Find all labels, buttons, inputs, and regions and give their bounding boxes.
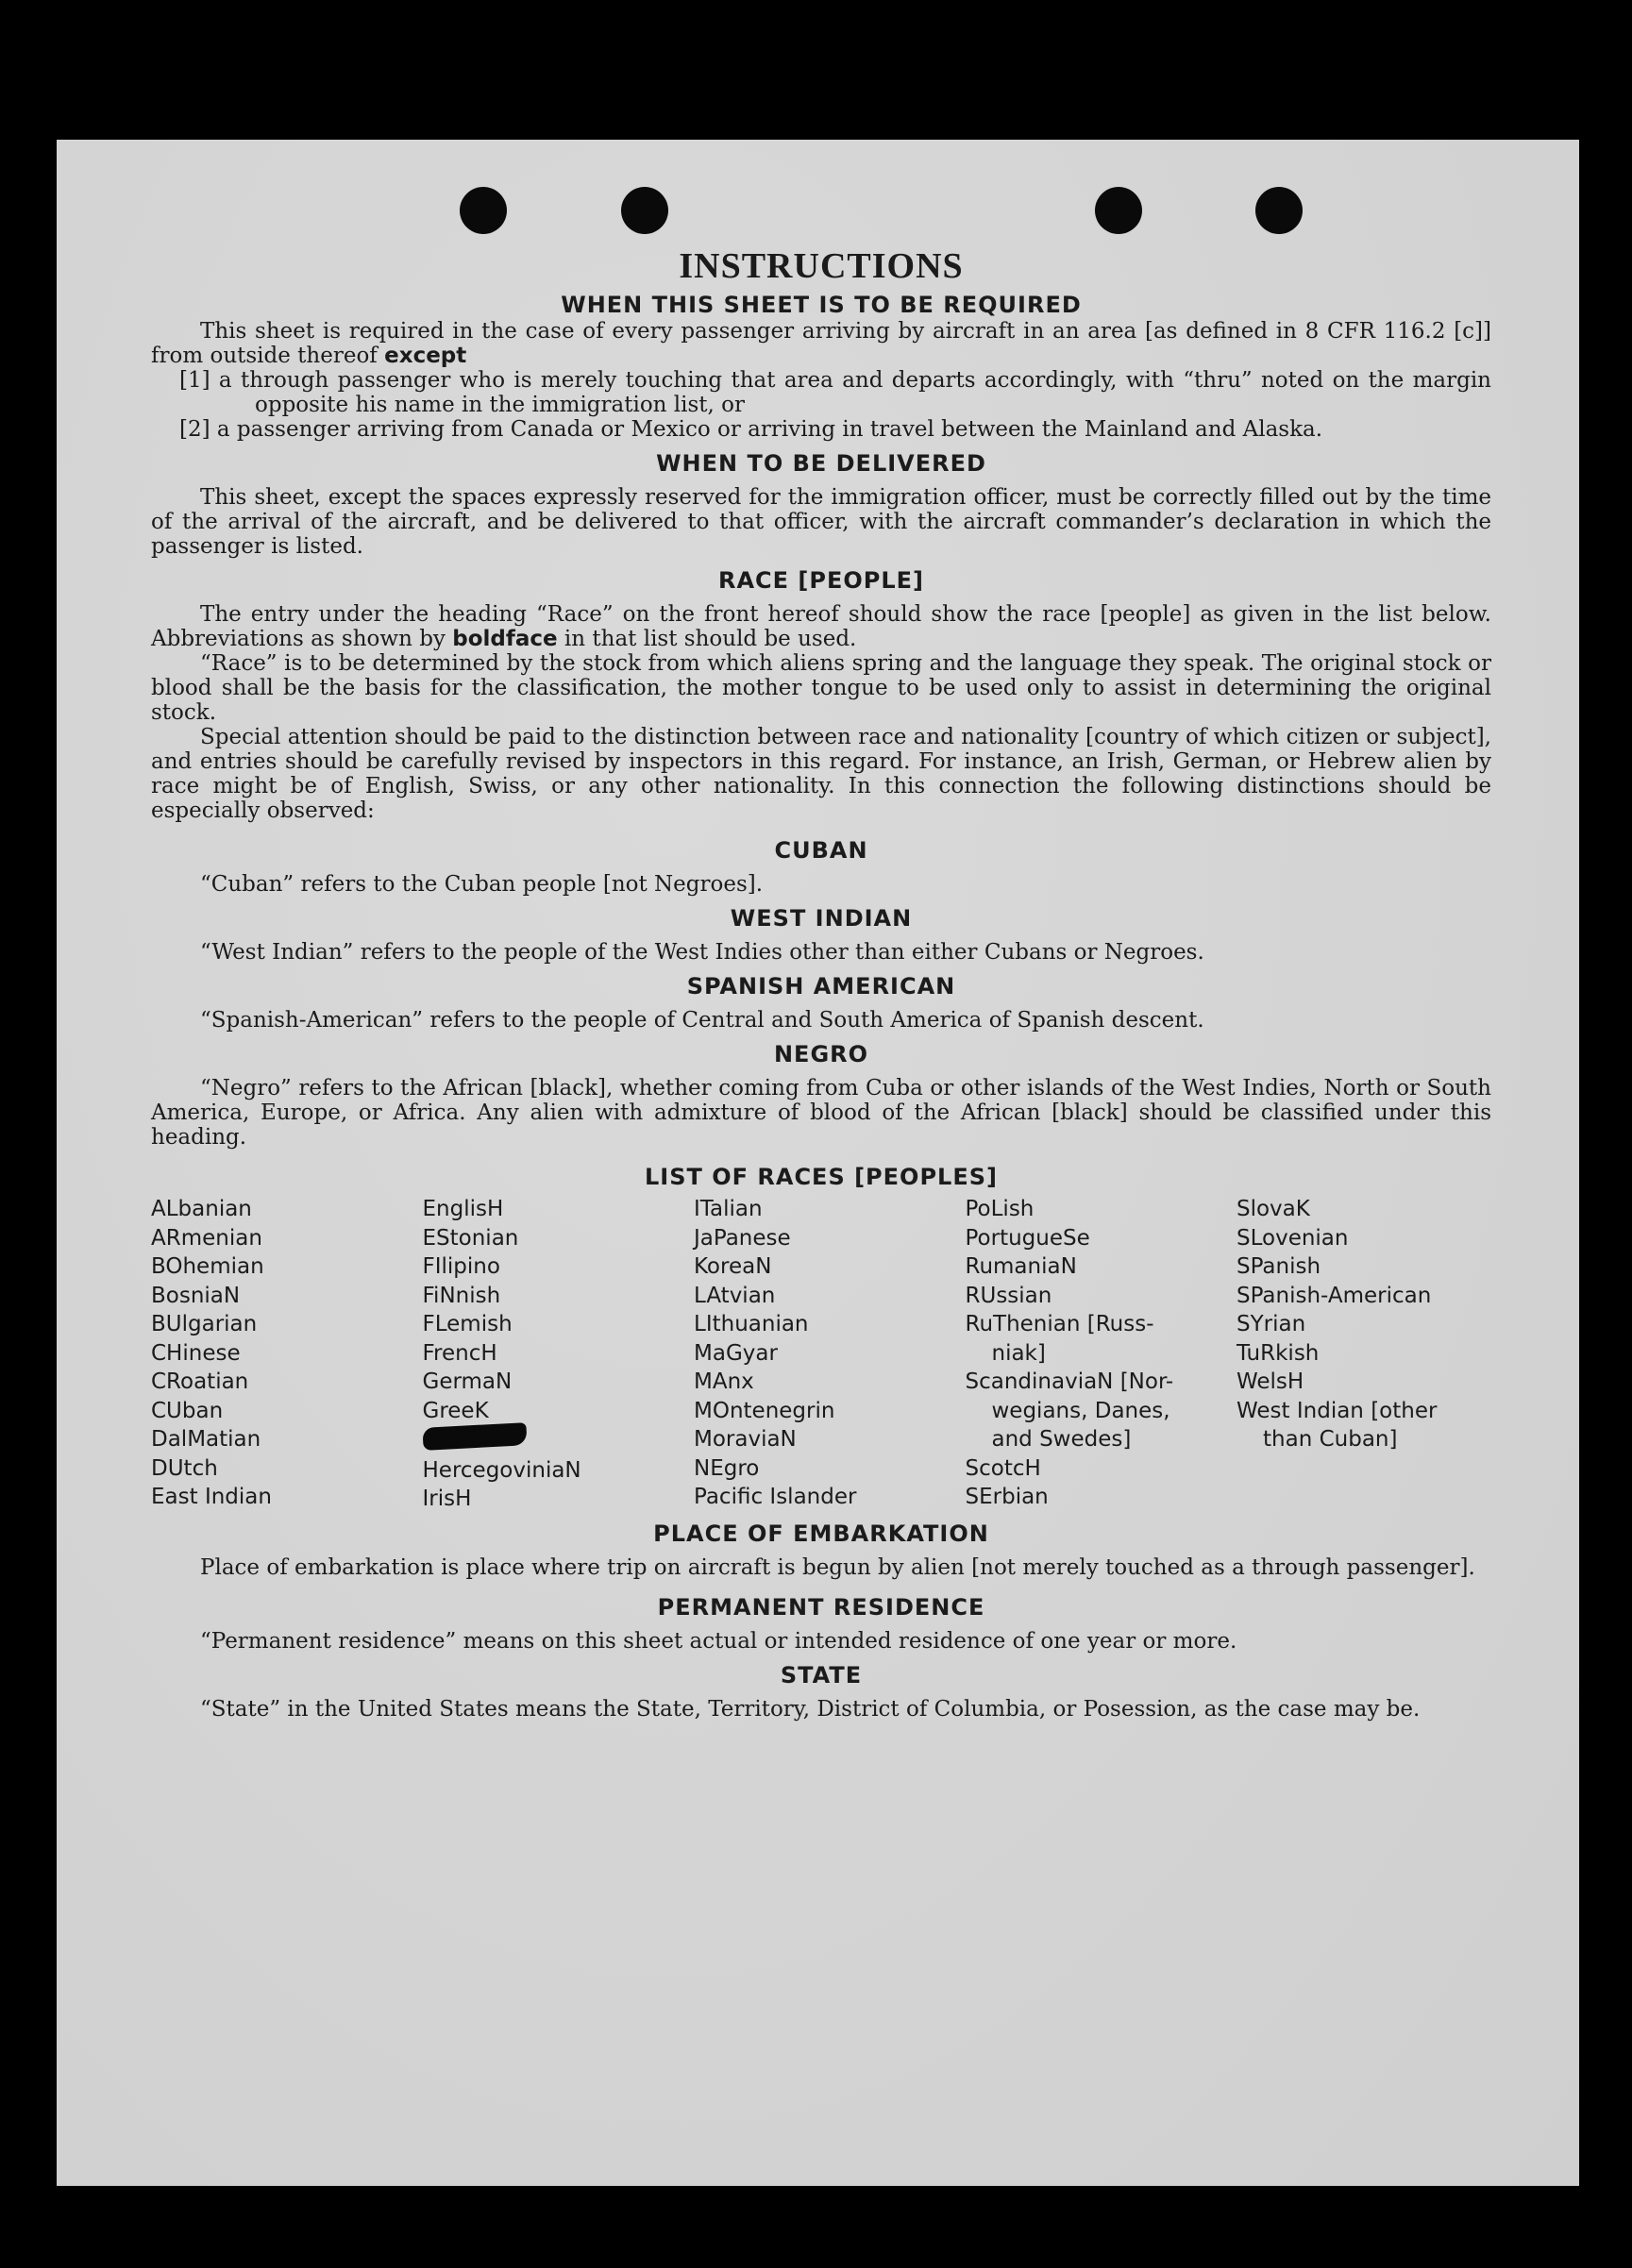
heading-permanent-residence: PERMANENT RESIDENCE — [657, 1593, 985, 1621]
when-required-intro — [151, 319, 1491, 368]
races-table — [151, 1195, 1491, 1514]
redacted-entry — [423, 1425, 678, 1456]
race-entry: ALbanian — [151, 1197, 252, 1221]
residence-text: “Permanent residence” means on this sheet actual or intended residence of one year or more. — [200, 1628, 1237, 1654]
race-entry: Pacific Islander — [694, 1485, 857, 1509]
embarkation-text: Place of embarkation is place where trip on aircraft is begun by alien [not merely touched as a through passenger]. — [200, 1554, 1475, 1580]
race-entry: LAtvian — [694, 1283, 776, 1308]
race-entry: SLovenian — [1237, 1225, 1349, 1251]
race-paragraph-2: “Race” is to be determined by the stock from which aliens spring and the language they speak. The original stock or blood shall be the basis for the classification, the mother tongue to be used only to assist in determining the original stock. — [151, 651, 1491, 725]
when-delivered-text: This sheet, except the spaces expressly reserved for the immigration officer, must be correctly filled out by the time of the arrival of the aircraft, and be delivered to that officer, with the aircraft commander’s declaration in which the passenger is listed. — [151, 485, 1491, 559]
race-entry: ITalian — [694, 1197, 763, 1221]
race-entry: PoLish — [965, 1197, 1035, 1221]
punch-hole — [1255, 187, 1303, 234]
race-entry: BUlgarian — [151, 1312, 258, 1336]
race-entry: DalMatian — [151, 1427, 261, 1452]
race-entry: WelsH — [1237, 1369, 1304, 1394]
boldface-word: boldface — [452, 627, 558, 651]
heading-state: STATE — [780, 1661, 863, 1688]
race-entry: PortugueSe — [965, 1225, 1090, 1251]
when-required-intro-text: This sheet is required in the case of every passenger arriving by aircraft in an area [as defined in 8 CFR 116.2 [c]] from outside thereof — [151, 319, 1491, 368]
race-entry: East Indian — [151, 1485, 272, 1509]
punch-hole — [460, 187, 507, 234]
heading-embarkation: PLACE OF EMBARKATION — [653, 1520, 989, 1547]
negro-text: “Negro” refers to the African [black], whether coming from Cuba or other islands of the West Indies, North or South America, Europe, or Africa. Any alien with admixture of blood of the African [black] should be classified under this heading. — [151, 1076, 1491, 1150]
race-entry: JaPanese — [694, 1225, 791, 1251]
race-p1-before: The entry under the heading “Race” on the front hereof should show the race [people] as given in the list below. Abbreviations as shown by — [151, 602, 1491, 651]
cuban-text: “Cuban” refers to the Cuban people [not Negroes]. — [200, 872, 764, 897]
race-entry: West Indian [other — [1237, 1398, 1438, 1423]
races-column-5 — [1237, 1195, 1491, 1514]
exception-item-2: [2] a passenger arriving from Canada or Mexico or arriving in travel between the Mainland and Alaska. — [179, 417, 1323, 442]
race-entry: SYrian — [1237, 1312, 1306, 1336]
race-entry: CHinese — [151, 1340, 241, 1366]
spanish-american-text: “Spanish-American” refers to the people of Central and South America of Spanish descent. — [200, 1008, 1204, 1033]
race-entry: ScotcH — [965, 1455, 1041, 1481]
race-entry-continued: than Cuban] — [1263, 1427, 1398, 1452]
page-title: INSTRUCTIONS — [679, 246, 964, 286]
race-entry: SPanish-American — [1237, 1283, 1432, 1308]
race-entry: MoraviaN — [694, 1427, 797, 1452]
race-entry: GermaN — [422, 1369, 513, 1394]
race-entry-continued: and Swedes] — [991, 1427, 1132, 1452]
race-entry: RumaniaN — [965, 1254, 1077, 1279]
state-text: “State” in the United States means the State, Territory, District of Columbia, or Posession, as the case may be. — [200, 1696, 1421, 1722]
race-entry: SlovaK — [1237, 1197, 1310, 1221]
heading-spanish-american: SPANISH AMERICAN — [686, 973, 956, 1000]
heading-west-indian: WEST INDIAN — [730, 905, 913, 932]
race-entry-continued: wegians, Danes, — [991, 1398, 1170, 1423]
race-entry: EStonian — [422, 1225, 519, 1251]
races-column-2 — [423, 1195, 678, 1514]
race-entry: KoreaN — [694, 1254, 772, 1279]
heading-race: RACE [PEOPLE] — [717, 567, 925, 594]
race-entry: CRoatian — [151, 1369, 249, 1394]
race-entry: MOntenegrin — [694, 1398, 835, 1423]
race-entry: SErbian — [965, 1485, 1049, 1509]
race-entry: FiNnish — [422, 1283, 501, 1308]
race-entry: ARmenian — [151, 1225, 262, 1251]
races-column-4 — [966, 1195, 1220, 1514]
heading-cuban: CUBAN — [774, 837, 868, 864]
west-indian-text: “West Indian” refers to the people of the West Indies other than either Cubans or Negroes. — [200, 940, 1204, 965]
heading-when-required: WHEN THIS SHEET IS TO BE REQUIRED — [561, 292, 1082, 318]
race-entry: DUtch — [151, 1455, 218, 1481]
race-entry: ScandinaviaN [Nor- — [965, 1369, 1174, 1394]
instructions-content — [151, 245, 1491, 1722]
race-entry: FIlipino — [422, 1254, 500, 1279]
heading-negro: NEGRO — [773, 1041, 869, 1067]
punch-hole — [621, 187, 668, 234]
race-paragraph-1 — [151, 602, 1491, 651]
race-entry: LIthuanian — [694, 1312, 809, 1336]
punch-hole — [1095, 187, 1142, 234]
race-entry: RuThenian [Russ- — [965, 1312, 1154, 1336]
race-entry: BosniaN — [151, 1283, 241, 1308]
race-entry: EnglisH — [422, 1197, 504, 1221]
race-paragraph-3: Special attention should be paid to the distinction between race and nationality [country of which citizen or subject], and entries should be carefully revised by inspectors in this regard. For instance, an Irish, German, or Hebrew alien by race might be of English, Swiss, or any other nationality. In this connection the following distinctions should be especially observed: — [151, 725, 1491, 823]
race-entry: SPanish — [1237, 1254, 1321, 1279]
race-entry: GreeK — [422, 1398, 489, 1423]
redaction-mark — [422, 1422, 527, 1451]
race-p1-after: in that list should be used. — [564, 627, 857, 651]
heading-when-delivered: WHEN TO BE DELIVERED — [656, 450, 986, 477]
race-entry: IrisH — [422, 1487, 472, 1511]
race-entry: HercegoviniaN — [422, 1457, 581, 1483]
exception-item-1: [1] a through passenger who is merely touching that area and departs accordingly, with “thru” noted on the margin opposite his name in the immigration list, or — [179, 368, 1491, 417]
race-entry: BOhemian — [151, 1254, 264, 1279]
race-entry-continued: niak] — [991, 1340, 1046, 1366]
race-entry: FLemish — [422, 1312, 513, 1336]
document-sheet — [57, 140, 1579, 2186]
heading-list-of-races: LIST OF RACES [PEOPLES] — [645, 1164, 998, 1190]
race-entry: CUban — [151, 1398, 224, 1423]
race-entry: NEgro — [694, 1455, 760, 1481]
race-entry: MaGyar — [694, 1340, 778, 1366]
race-entry: TuRkish — [1237, 1340, 1320, 1366]
races-column-1 — [151, 1195, 406, 1514]
race-entry: RUssian — [965, 1283, 1052, 1308]
races-column-3 — [694, 1195, 949, 1514]
race-entry: MAnx — [694, 1369, 754, 1394]
except-emphasis: except — [384, 344, 467, 368]
race-entry: FrencH — [422, 1340, 497, 1366]
